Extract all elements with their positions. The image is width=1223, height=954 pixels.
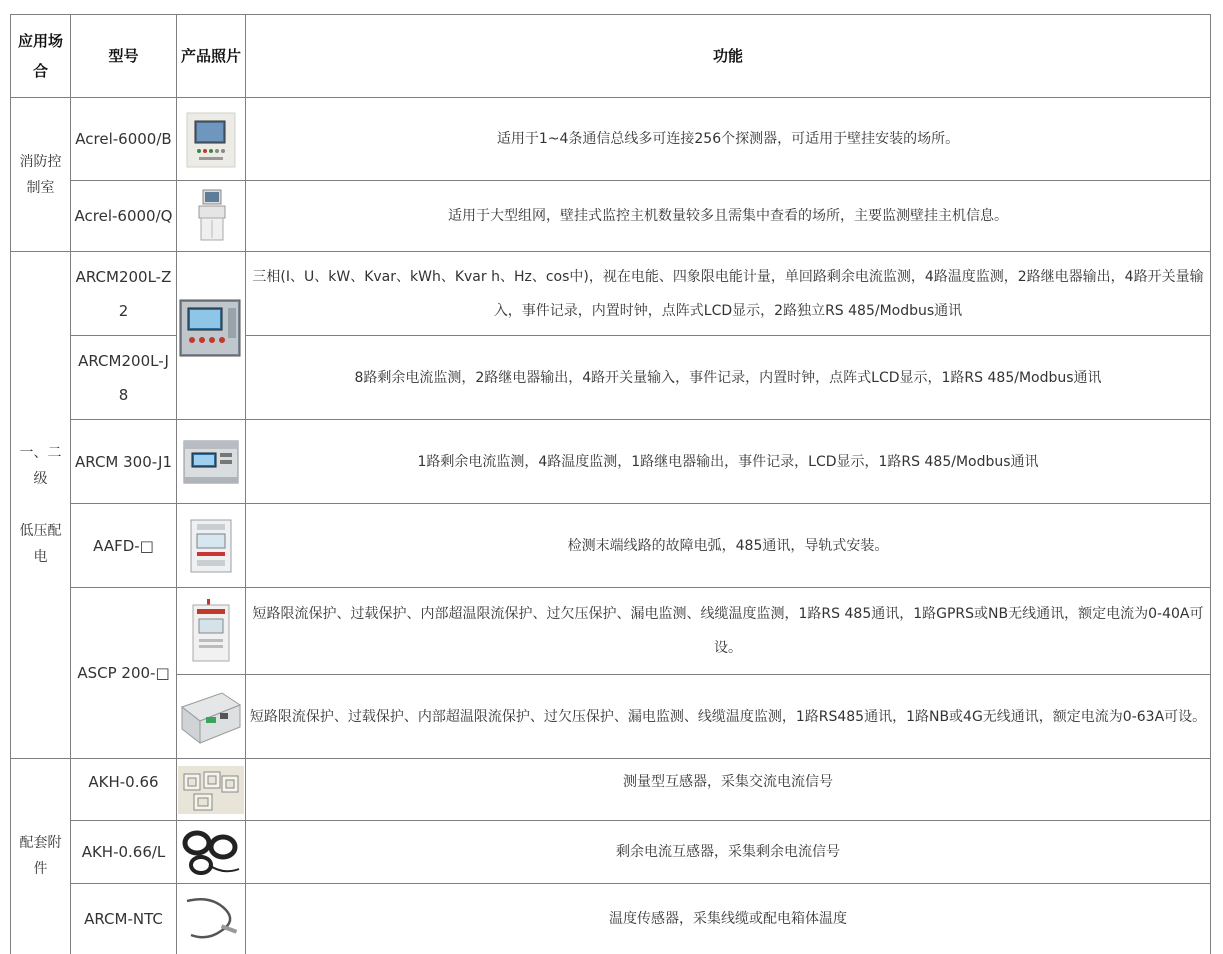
model-cell: ARCM 300-J1	[71, 420, 177, 504]
din-rail-meter-icon	[180, 431, 242, 493]
table-row	[11, 98, 1211, 181]
table-row	[11, 504, 1211, 588]
ct-transformer-icon	[178, 766, 244, 814]
function-cell: 检测末端线路的故障电弧，485通讯，导轨式安装。	[246, 504, 1211, 588]
table-row	[11, 884, 1211, 954]
function-cell: 温度传感器，采集线缆或配电箱体温度	[246, 884, 1211, 954]
table-row	[11, 588, 1211, 675]
group-low-voltage-line1: 一、二级	[19, 445, 62, 487]
function-cell: 8路剩余电流监测，2路继电器输出，4路开关量输入，事件记录，内置时钟，点阵式LCD显示，1路RS 485/Modbus通讯	[246, 336, 1211, 420]
group-fire: 消防控制室	[11, 98, 71, 252]
din-protector-icon	[178, 687, 244, 747]
header-scene: 应用场合	[11, 15, 71, 98]
function-cell: 测量型互感器，采集交流电流信号	[246, 759, 1211, 821]
function-cell: 短路限流保护、过载保护、内部超温限流保护、过欠压保护、漏电监测、线缆温度监测，1路RS485通讯，1路NB或4G无线通讯，额定电流为0-63A可设。	[246, 675, 1211, 759]
header-function: 功能	[246, 15, 1211, 98]
table-row	[11, 252, 1211, 336]
model-cell: Acrel-6000/Q	[71, 181, 177, 252]
temp-sensor-icon	[181, 891, 241, 947]
top-strip	[0, 0, 1223, 12]
product-photo	[177, 420, 246, 504]
product-photo	[177, 821, 246, 884]
table-row	[11, 420, 1211, 504]
table-row	[11, 759, 1211, 821]
product-photo	[177, 759, 246, 821]
product-photo	[177, 181, 246, 252]
table-row	[11, 181, 1211, 252]
wall-panel-icon	[181, 109, 241, 169]
model-cell: ARCM200L-J8	[71, 336, 177, 420]
product-photo	[177, 252, 246, 420]
table-row	[11, 675, 1211, 759]
group-accessory: 配套附件	[11, 759, 71, 954]
cabinet-console-icon	[181, 186, 241, 246]
model-cell: ARCM200L-Z2	[71, 252, 177, 336]
product-photo	[177, 504, 246, 588]
model-cell: AKH-0.66	[71, 759, 177, 821]
function-cell: 短路限流保护、过载保护、内部超温限流保护、过欠压保护、漏电监测、线缆温度监测，1路RS 485通讯，1路GPRS或NB无线通讯，额定电流为0-40A可设。	[246, 588, 1211, 675]
function-cell: 适用于1~4条通信总线多可连接256个探测器，可适用于壁挂安装的场所。	[246, 98, 1211, 181]
table-row	[11, 821, 1211, 884]
residual-ct-icon	[179, 825, 243, 879]
product-table	[10, 14, 1211, 954]
header-photo: 产品照片	[177, 15, 246, 98]
group-low-voltage	[11, 252, 71, 759]
function-cell: 1路剩余电流监测，4路温度监测，1路继电器输出，事件记录，LCD显示，1路RS 485/Modbus通讯	[246, 420, 1211, 504]
product-photo	[177, 884, 246, 954]
model-cell: ARCM-NTC	[71, 884, 177, 954]
function-cell: 剩余电流互感器，采集剩余电流信号	[246, 821, 1211, 884]
panel-meter-icon	[178, 296, 244, 362]
header-row	[11, 15, 1211, 98]
header-model: 型号	[71, 15, 177, 98]
product-photo	[177, 588, 246, 675]
model-cell: ASCP 200-□	[71, 588, 177, 759]
arc-detector-icon	[183, 516, 239, 576]
product-photo	[177, 98, 246, 181]
model-cell: Acrel-6000/B	[71, 98, 177, 181]
model-cell: AAFD-□	[71, 504, 177, 588]
function-cell: 三相(I、U、kW、Kvar、kWh、Kvar h、Hz、cos中)，视在电能、四象限电能计量，单回路剩余电流监测，4路温度监测，2路继电器输出，4路开关量输入，事件记录，内置时钟，点阵式LCD显示，2路独立RS 485/Modbus通讯	[246, 252, 1211, 336]
function-cell: 适用于大型组网，壁挂式监控主机数量较多且需集中查看的场所，主要监测壁挂主机信息。	[246, 181, 1211, 252]
protector-box-icon	[183, 597, 239, 665]
product-photo	[177, 675, 246, 759]
group-low-voltage-line2: 低压配电	[19, 523, 62, 565]
model-cell: AKH-0.66/L	[71, 821, 177, 884]
